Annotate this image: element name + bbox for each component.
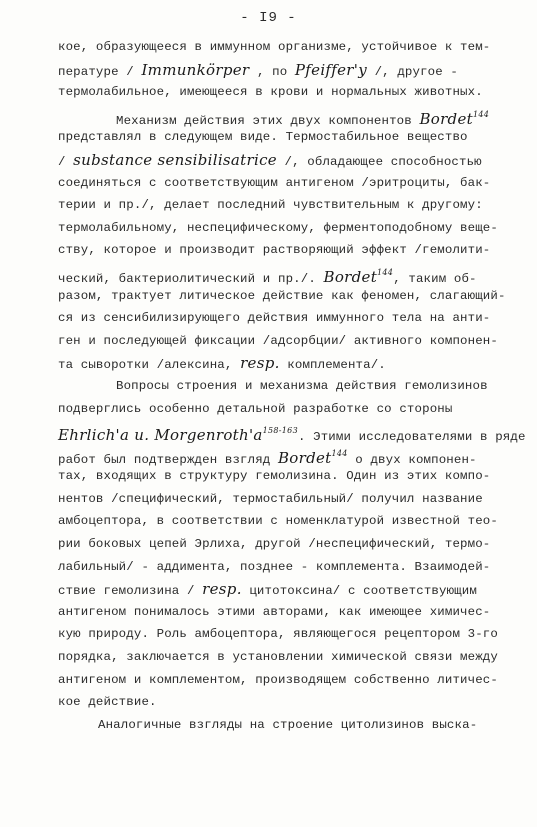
citation-name: Bordet	[277, 448, 332, 467]
text-line: кое действие.	[58, 695, 157, 710]
text-line: ся из сенсибилизирующего действия иммунного тела на анти-	[58, 311, 491, 326]
citation-ref: 158-163	[262, 426, 298, 436]
text-line: разом, трактует литическое действие как феномен, слагающий-	[58, 288, 506, 303]
text-line: рии боковых цепей Эрлиха, другой /неспецифический, термо-	[58, 537, 491, 552]
text-span: , таким об-	[393, 271, 477, 286]
text-span: . Этими исследователями в ряде	[297, 430, 526, 445]
text-span: /, обладающее способностью	[276, 154, 482, 169]
text-span: ческий, бактериолитический и пр./.	[58, 271, 324, 286]
text-line	[58, 149, 498, 172]
text-line: ству, которое и производит растворяющий эффект /гемолити-	[58, 243, 491, 258]
handwritten-term	[324, 268, 394, 286]
text-span: Механизм действия этих двух компонентов	[116, 113, 420, 128]
citation-ref: 144	[331, 448, 348, 458]
text-line: термолабильному, неспецифическому, ферментоподобному веще-	[58, 220, 498, 235]
body-text	[58, 36, 526, 736]
text-line: антигеном и комплементом, производящем собственно литичес-	[58, 672, 498, 687]
text-span: пературе /	[58, 64, 142, 79]
text-line: амбоцептора, в соответствии с номенклатурой известной тео-	[58, 514, 498, 529]
text-line	[58, 578, 498, 601]
text-line: нентов /специфический, термостабильный/ получил название	[58, 491, 483, 506]
text-line: лабильный/ - аддимента, позднее - комплемента. Взаимодей-	[58, 559, 491, 574]
handwritten-term: substance sensibilisatrice	[73, 150, 277, 169]
text-line: подверглись особенно детальной разработке со стороны	[58, 401, 453, 416]
handwritten-term	[58, 426, 298, 444]
citation-ref: 144	[472, 109, 490, 119]
text-span: о двух компонен-	[347, 452, 477, 467]
handwritten-term: resp.	[202, 580, 242, 599]
text-line: представлял в следующем виде. Термостабильное вещество	[58, 130, 468, 145]
text-line	[58, 104, 498, 127]
text-span: цитотоксина/ с соответствующим	[241, 584, 477, 599]
text-span: /	[58, 154, 74, 169]
text-line: соединяться с соответствующим антигеном /эритроциты, бак-	[58, 175, 491, 190]
handwritten-term: resp.	[240, 354, 280, 373]
citation-name: Ehrlich'a u. Morgenroth'a	[58, 426, 263, 445]
citation-ref: 144	[377, 267, 394, 277]
handwritten-term: Pfeiffer'y	[294, 60, 367, 79]
text-line: антигеном понималось этими авторами, как имеющее химичес-	[58, 604, 491, 619]
handwritten-term	[419, 110, 489, 128]
text-line	[58, 262, 498, 285]
handwritten-term	[278, 449, 348, 467]
text-line	[58, 59, 498, 82]
handwritten-term: Immunkörper	[141, 60, 250, 79]
page-number: - I9 -	[240, 10, 297, 26]
text-line: кую природу. Роль амбоцептора, являющегося рецептором 3-го	[58, 627, 498, 642]
text-line: Вопросы строения и механизма действия гемолизинов	[116, 378, 488, 393]
text-line	[58, 443, 498, 466]
text-span: работ был подтвержден взгляд	[58, 452, 278, 467]
text-span: комплемента/.	[279, 358, 386, 373]
citation-name: Bordet	[323, 267, 378, 286]
text-span: та сыворотки /алексина,	[58, 358, 241, 373]
text-line	[58, 352, 498, 375]
text-line: терии и пр./, делает последний чувствительным к другому:	[58, 198, 483, 213]
text-span: , по	[249, 64, 295, 79]
text-span: /, другое -	[366, 64, 459, 79]
text-line: Аналогичные взгляды на строение цитолизинов выска-	[98, 717, 478, 732]
text-line: порядка, заключается в установлении химической связи между	[58, 650, 498, 665]
text-line: термолабильное, имеющееся в крови и нормальных животных.	[58, 85, 483, 100]
citation-name: Bordet	[419, 109, 473, 128]
text-line	[58, 420, 526, 445]
text-line: кое, образующееся в иммунном организме, устойчивое к тем-	[58, 40, 491, 54]
text-line: ген и последующей фиксации /адсорбции/ активного компонен-	[58, 333, 498, 348]
text-span: ствие гемолизина /	[58, 584, 203, 599]
text-line: тах, входящих в структуру гемолизина. Один из этих компо-	[58, 469, 491, 484]
